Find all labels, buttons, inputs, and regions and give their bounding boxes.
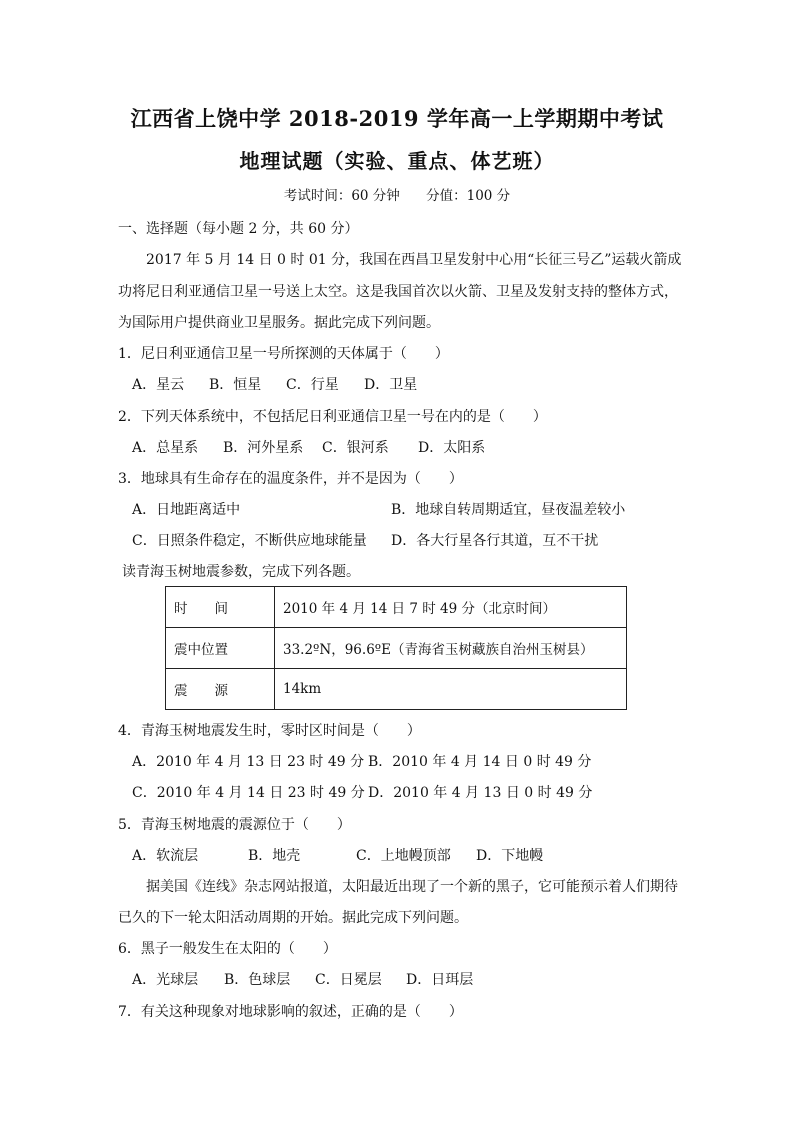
q4-option-a: A．2010 年 4 月 13 日 23 时 49 分 <box>132 754 365 770</box>
intro1-line: 2017 年 5 月 14 日 0 时 01 分，我国在西昌卫星发射中心用“长征三号乙”运载火箭成 <box>146 252 682 268</box>
intro1-line: 为国际用户提供商业卫星服务。据此完成下列问题。 <box>118 315 440 331</box>
q3-option-a: A．日地距离适中 <box>132 502 241 518</box>
q4-option-c: C．2010 年 4 月 14 日 23 时 49 分 <box>132 785 365 801</box>
exam-meta <box>0 184 794 204</box>
q1-option-a: A．星云 <box>132 377 185 393</box>
intro3-line: 已久的下一轮太阳活动周期的开始。据此完成下列问题。 <box>118 910 468 926</box>
table-key: 震中位置 <box>166 628 275 669</box>
intro1-line: 功将尼日利亚通信卫星一号送上太空。这是我国首次以火箭、卫星及发射支持的整体方式， <box>118 284 678 300</box>
q4-option-b: B．2010 年 4 月 14 日 0 时 49 分 <box>368 754 592 770</box>
table-key: 时 间 <box>166 587 275 628</box>
q3-option-d: D．各大行星各行其道，互不干扰 <box>391 533 599 549</box>
table-value: 33.2ºN，96.6ºE（青海省玉树藏族自治州玉树县） <box>275 628 627 669</box>
q3-option-c: C．日照条件稳定，不断供应地球能量 <box>132 533 367 549</box>
q4-option-d: D．2010 年 4 月 13 日 0 时 49 分 <box>368 785 593 801</box>
table-key: 震 源 <box>166 669 275 710</box>
intro2: 读青海玉树地震参数，完成下列各题。 <box>122 564 360 580</box>
table-value: 2010 年 4 月 14 日 7 时 49 分（北京时间） <box>275 587 627 628</box>
table-row <box>166 587 627 628</box>
table-row <box>166 669 627 710</box>
q5-option-b: B．地壳 <box>248 848 301 864</box>
question-6: 6．黑子一般发生在太阳的（ ） <box>118 941 337 957</box>
question-5: 5．青海玉树地震的震源位于（ ） <box>118 817 351 833</box>
q2-option-a: A．总星系 <box>132 440 199 456</box>
exam-time: 考试时间：60 分钟 <box>283 188 400 204</box>
quake-table <box>165 586 627 710</box>
table-row <box>166 628 627 669</box>
q3-option-b: B．地球自转周期适宜，昼夜温差较小 <box>391 502 626 518</box>
question-1: 1．尼日利亚通信卫星一号所探测的天体属于（ ） <box>118 346 449 362</box>
q1-option-d: D．卫星 <box>364 377 418 393</box>
q6-option-c: C．日冕层 <box>315 972 382 988</box>
section-heading: 一、选择题（每小题 2 分，共 60 分） <box>118 221 359 237</box>
q1-option-c: C．行星 <box>286 377 339 393</box>
q6-option-b: B．色球层 <box>224 972 291 988</box>
question-2: 2．下列天体系统中，不包括尼日利亚通信卫星一号在内的是（ ） <box>118 409 547 425</box>
question-7: 7．有关这种现象对地球影响的叙述，正确的是（ ） <box>118 1004 463 1020</box>
q2-option-c: C．银河系 <box>322 440 389 456</box>
table-value: 14km <box>275 669 627 710</box>
exam-title: 江西省上饶中学 2018-2019 学年高一上学期期中考试 <box>130 106 664 131</box>
q2-option-b: B．河外星系 <box>223 440 304 456</box>
exam-score: 分值：100 分 <box>426 188 511 204</box>
q5-option-d: D．下地幔 <box>476 848 544 864</box>
question-3: 3．地球具有生命存在的温度条件，并不是因为（ ） <box>118 471 463 487</box>
q6-option-d: D．日珥层 <box>406 972 474 988</box>
q5-option-a: A．软流层 <box>132 848 199 864</box>
q6-option-a: A．光球层 <box>132 972 199 988</box>
intro3-line: 据美国《连线》杂志网站报道，太阳最近出现了一个新的黑子，它可能预示着人们期待 <box>146 879 678 895</box>
q1-option-b: B．恒星 <box>209 377 262 393</box>
q2-option-d: D．太阳系 <box>418 440 486 456</box>
q5-option-c: C．上地幔顶部 <box>356 848 451 864</box>
exam-subtitle: 地理试题（实验、重点、体艺班） <box>239 149 555 173</box>
question-4: 4．青海玉树地震发生时，零时区时间是（ ） <box>118 723 421 739</box>
